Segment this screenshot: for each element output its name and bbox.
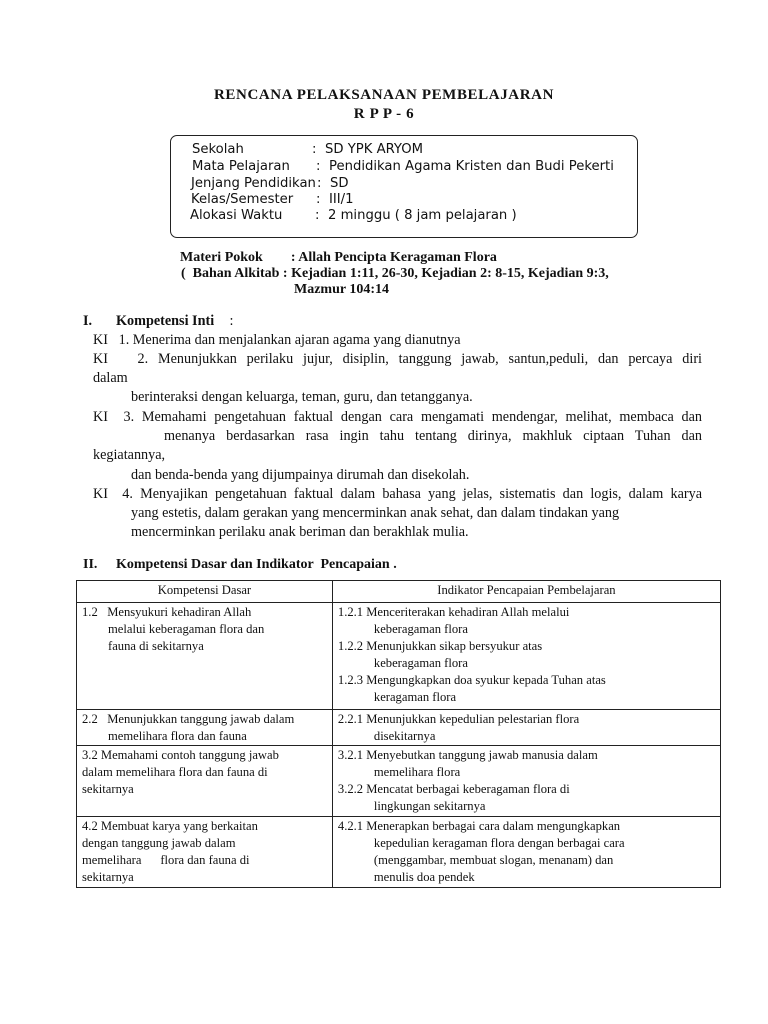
kd-text: 1.2 Mensyukuri kehadiran Allah bbox=[82, 605, 252, 619]
info-label-mapel: Mata Pelajaran bbox=[192, 159, 290, 174]
indikator-cell bbox=[332, 603, 720, 710]
kd-text: memelihara flora dan fauna di bbox=[82, 853, 250, 867]
indikator-text: 3.2.1 Menyebutkan tanggung jawab manusia dalam bbox=[337, 748, 598, 762]
info-value-mapel: Pendidikan Agama Kristen dan Budi Pekerti bbox=[329, 159, 614, 174]
indikator-text: 1.2.1 Menceriterakan kehadiran Allah melalui bbox=[337, 605, 570, 619]
kd-text: 4.2 Membuat karya yang berkaitan bbox=[82, 819, 258, 833]
indikator-text: 1.2.3 Mengungkapkan doa syukur kepada Tuhan atas bbox=[337, 673, 606, 687]
kd-cell bbox=[77, 817, 333, 888]
ki1-line: KI 1. Menerima dan menjalankan ajaran agama yang dianutnya bbox=[93, 332, 461, 348]
kd-text: 3.2 Memahami contoh tanggung jawab bbox=[82, 748, 279, 762]
info-sep: : bbox=[315, 208, 320, 223]
table-row bbox=[77, 603, 721, 710]
table-header-kd: Kompetensi Dasar bbox=[77, 581, 333, 603]
indikator-text: keragaman flora bbox=[373, 690, 457, 704]
table-row bbox=[77, 710, 721, 746]
section1-number: I. bbox=[83, 313, 93, 329]
info-label-sekolah: Sekolah bbox=[192, 142, 244, 157]
table-header-indikator: Indikator Pencapaian Pembelajaran bbox=[332, 581, 720, 603]
indikator-text: keberagaman flora bbox=[373, 622, 468, 636]
info-value-alokasi: 2 minggu ( 8 jam pelajaran ) bbox=[328, 208, 517, 223]
kd-cell bbox=[77, 603, 333, 710]
indikator-text: 4.2.1 Menerapkan berbagai cara dalam mengungkapkan bbox=[337, 819, 621, 833]
section1-colon: : bbox=[226, 313, 234, 329]
info-label-jenjang: Jenjang Pendidikan bbox=[191, 176, 316, 191]
indikator-cell bbox=[332, 746, 720, 817]
ki3-line: KI 3. Memahami pengetahuan faktual dengan cara mengamati mendengar, melihat, membaca dan bbox=[93, 409, 702, 425]
section2-heading: Kompetensi Dasar dan Indikator Pencapaian . bbox=[116, 557, 397, 572]
info-value-sekolah: SD YPK ARYOM bbox=[325, 142, 423, 157]
ki2-line-cont: dalam bbox=[93, 370, 128, 386]
ki3-line-cont: dan benda-benda yang dijumpainya dirumah dan disekolah. bbox=[131, 467, 470, 483]
kd-text: dengan tanggung jawab dalam bbox=[82, 836, 236, 850]
indikator-text: lingkungan sekitarnya bbox=[373, 799, 486, 813]
table-header-row bbox=[77, 581, 721, 603]
kd-text: fauna di sekitarnya bbox=[108, 639, 204, 653]
info-value-jenjang: SD bbox=[330, 176, 349, 191]
ki4-line: KI 4. Menyajikan pengetahuan faktual dalam bahasa yang jelas, sistematis dan logis, dalam karya bbox=[93, 486, 702, 502]
info-label-alokasi: Alokasi Waktu bbox=[190, 208, 283, 223]
kd-cell bbox=[77, 746, 333, 817]
ki4-line-cont: mencerminkan perilaku anak beriman dan berakhlak mulia. bbox=[131, 524, 469, 540]
kd-text: dalam memelihara flora dan fauna di bbox=[82, 765, 268, 779]
info-sep: : bbox=[312, 142, 317, 157]
info-sep: : bbox=[317, 176, 322, 191]
kd-text: sekitarnya bbox=[82, 782, 134, 796]
indikator-text: 2.2.1 Menunjukkan kepedulian pelestarian flora bbox=[337, 712, 580, 726]
indikator-text: (menggambar, membuat slogan, menanam) dan bbox=[373, 853, 614, 867]
kd-text: 2.2 Menunjukkan tanggung jawab dalam bbox=[82, 712, 295, 726]
ki2-line-cont: berinteraksi dengan keluarga, teman, guru, dan tetangganya. bbox=[131, 389, 473, 405]
indikator-text: memelihara flora bbox=[373, 765, 461, 779]
indikator-text: menulis doa pendek bbox=[373, 870, 475, 884]
kd-cell bbox=[77, 710, 333, 746]
info-value-kelas: III/1 bbox=[329, 192, 354, 207]
ki3-line-cont: menanya berdasarkan rasa ingin tahu tentang dirinya, makhluk ciptaan Tuhan dan bbox=[164, 428, 702, 444]
kd-text: memelihara flora dan fauna bbox=[108, 729, 247, 743]
table-row bbox=[77, 817, 721, 888]
bahan-alkitab-cont: Mazmur 104:14 bbox=[294, 282, 389, 297]
info-sep: : bbox=[316, 192, 321, 207]
indikator-text: disekitarnya bbox=[373, 729, 436, 743]
document-subtitle: R P P - 6 bbox=[353, 106, 415, 122]
indikator-text: keberagaman flora bbox=[373, 656, 468, 670]
indikator-text: 1.2.2 Menunjukkan sikap bersyukur atas bbox=[337, 639, 543, 653]
indikator-text: 3.2.2 Mencatat berbagai keberagaman flora di bbox=[337, 782, 570, 796]
section2-number: II. bbox=[83, 557, 98, 572]
info-label-kelas: Kelas/Semester bbox=[191, 192, 294, 207]
bahan-alkitab: ( Bahan Alkitab : Kejadian 1:11, 26-30, Kejadian 2: 8-15, Kejadian 9:3, bbox=[181, 266, 609, 281]
section1-heading: Kompetensi Inti bbox=[116, 313, 215, 329]
info-sep: : bbox=[316, 159, 321, 174]
indikator-text: kepedulian keragaman flora dengan berbagai cara bbox=[373, 836, 625, 850]
ki2-line: KI 2. Menunjukkan perilaku jujur, disiplin, tanggung jawab, santun,peduli, dan percaya diri bbox=[93, 351, 702, 367]
kd-text: sekitarnya bbox=[82, 870, 134, 884]
ki3-line-cont: kegiatannya, bbox=[93, 447, 166, 463]
indikator-cell bbox=[332, 710, 720, 746]
indikator-cell bbox=[332, 817, 720, 888]
table-row bbox=[77, 746, 721, 817]
materi-pokok: Materi Pokok : Allah Pencipta Keragaman Flora bbox=[180, 250, 497, 265]
document-title: RENCANA PELAKSANAAN PEMBELAJARAN bbox=[213, 87, 555, 103]
competency-table bbox=[76, 580, 721, 888]
kd-text: melalui keberagaman flora dan bbox=[108, 622, 265, 636]
ki4-line-cont: yang estetis, dalam gerakan yang mencerminkan anak sehat, dan dalam tindakan yang bbox=[131, 505, 620, 521]
